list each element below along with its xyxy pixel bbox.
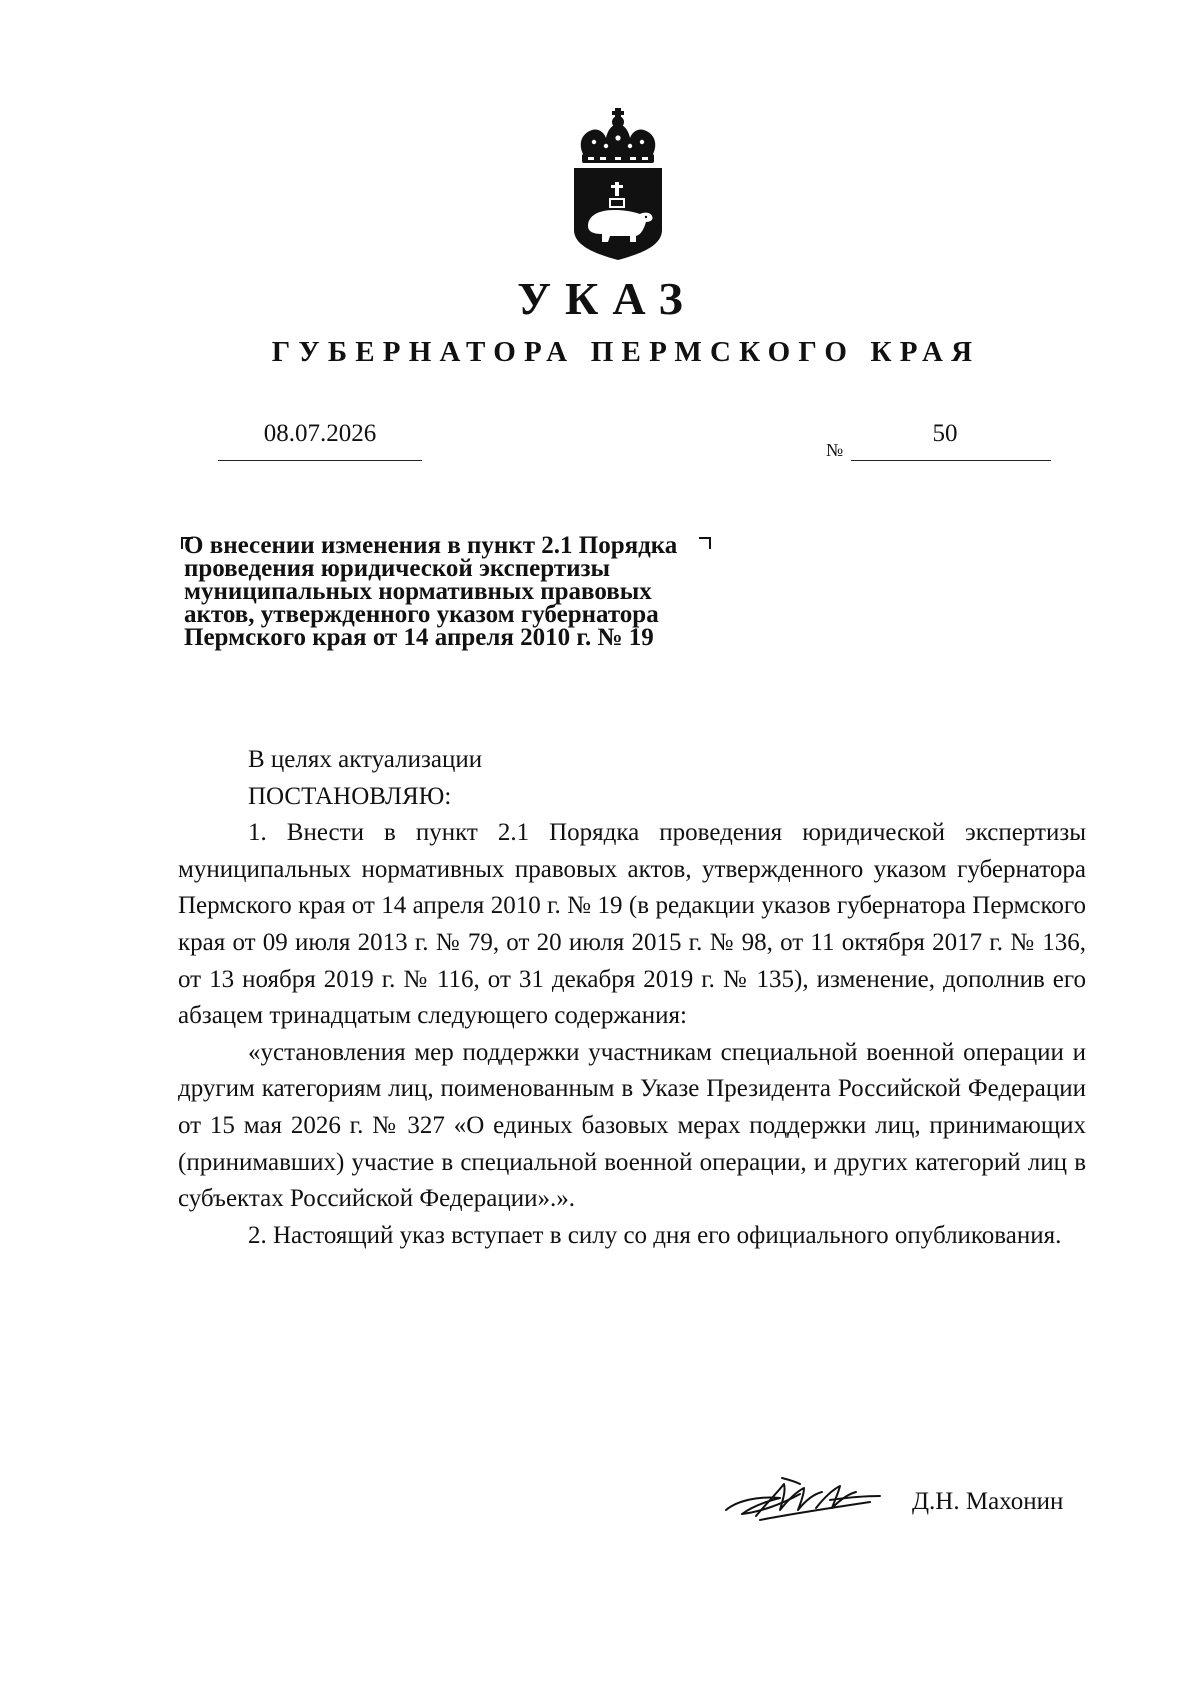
- body-paragraph: 1. Внести в пункт 2.1 Порядка проведения юридической экспертизы муниципальных нормативных правовых актов, утвержденного указом губернатора Пермского края от 14 апреля 2010 г. № 19 (в редакции указов губернатора Пермского края от 09 июля 2013 г. № 79, от 20 июля 2015 г. № 98, от 11 октября 2017 г. № 136, от 13 ноября 2019 г. № 116, от 31 декабря 2019 г. № 135), изменение, дополнив его абзацем тринадцатым следующего содержания:: [178, 819, 1086, 1030]
- number-sign-label: №: [826, 440, 844, 460]
- decree-body: [178, 742, 1086, 1254]
- subject-line: актов, утвержденного указом губернатора: [184, 601, 659, 628]
- document-number: 50: [932, 420, 958, 447]
- decree-word: ПОСТАНОВЛЯЮ:: [248, 782, 452, 810]
- handwritten-signature-icon: [720, 1470, 890, 1528]
- body-paragraph: «установления мер поддержки участникам специальной военной операции и другим категориям лиц, поименованным в Указе Президента Российской Федерации от 15 мая 2026 г. № 327 «О единых базовых мерах поддержки лиц, принимающих (принимавших) участие в специальной военной операции, и других категорий лиц в субъектах Российской Федерации».».: [178, 1038, 1086, 1213]
- date-underline: [218, 460, 422, 461]
- document-date: 08.07.2026: [263, 420, 377, 447]
- subject-line: муниципальных нормативных правовых: [184, 578, 652, 605]
- preamble: В целях актуализации: [248, 746, 483, 773]
- decree-subject: [184, 534, 744, 649]
- subject-line: Пермского края от 14 апреля 2010 г. № 19: [184, 624, 654, 651]
- signer-name: Д.Н. Махонин: [912, 1488, 1064, 1515]
- coat-of-arms-icon: [570, 108, 666, 260]
- subject-line: О внесении изменения в пункт 2.1 Порядка: [184, 532, 678, 559]
- subject-line: проведения юридической экспертизы: [184, 555, 611, 582]
- body-paragraph: 2. Настоящий указ вступает в силу со дня его официального опубликования.: [248, 1221, 1062, 1249]
- document-type-title: УКАЗ: [517, 273, 697, 324]
- number-underline: [851, 460, 1051, 461]
- issuer-title: ГУБЕРНАТОРА ПЕРМСКОГО КРАЯ: [271, 336, 981, 368]
